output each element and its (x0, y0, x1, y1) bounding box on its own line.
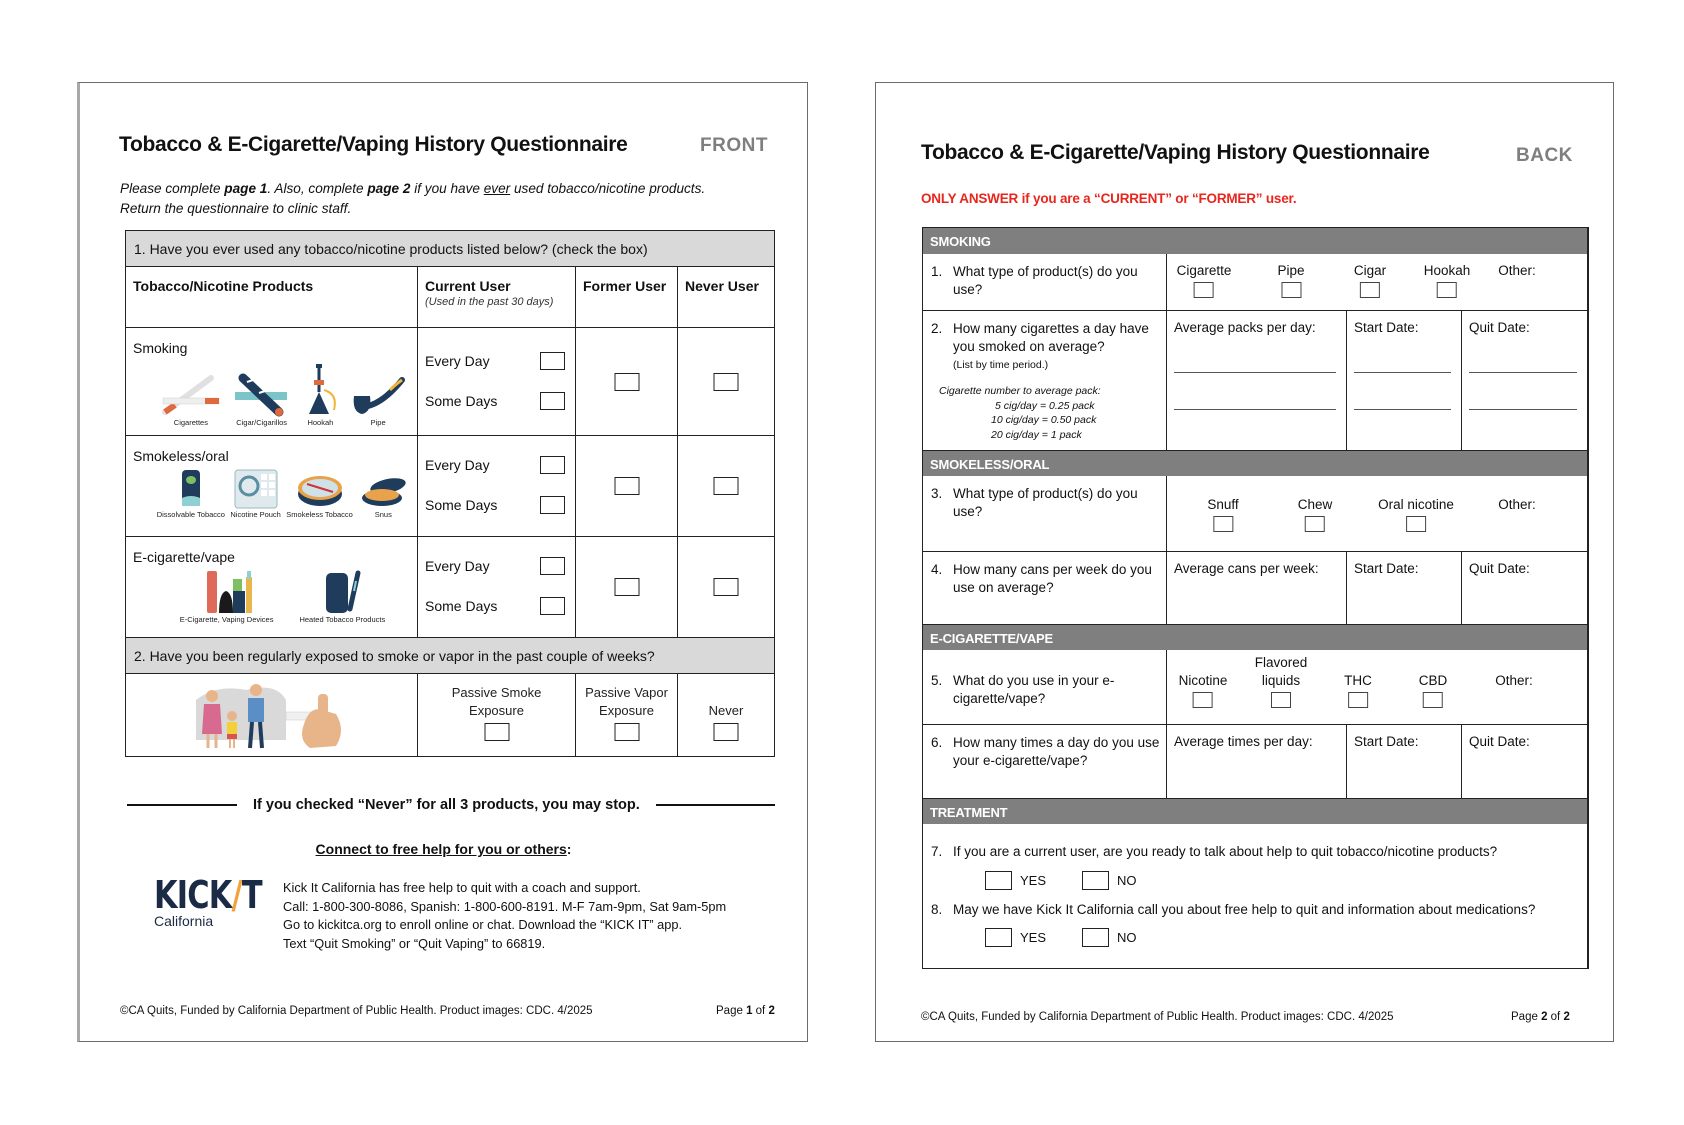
page-back (875, 82, 1614, 1042)
product-category-label: Smoking (133, 340, 188, 356)
section-smoking: SMOKING (923, 228, 1587, 254)
checkbox-flavored-liquids[interactable] (1271, 692, 1291, 708)
option-label: Flavored liquids (1254, 655, 1308, 688)
page-prefix: Page (716, 1005, 747, 1017)
cigar-icon (233, 372, 291, 418)
product-image-cigarettes (159, 372, 223, 427)
input-start-date-2[interactable] (1354, 409, 1451, 410)
table-row-exposure (126, 674, 774, 756)
intro-line2: Return the questionnaire to clinic staff. (120, 201, 352, 216)
footer-credit: ©CA Quits, Funded by California Department of Public Health. Product images: CDC. 4/2025 (120, 1005, 593, 1017)
conversion-line: 5 cig/day = 0.25 pack (995, 399, 1095, 412)
question-text: How many cans per week do you use on average? (953, 562, 1152, 595)
product-category-label: E-cigarette/vape (133, 549, 235, 565)
question-text: May we have Kick It California call you about free help to quit and information about medications? (953, 902, 1536, 917)
conversion-title: Cigarette number to average pack: (939, 385, 1101, 397)
image-caption: Dissolvable Tobacco (156, 510, 225, 519)
option-label-some-days: Some Days (425, 497, 498, 513)
checkbox-thc[interactable] (1348, 692, 1368, 708)
stop-text: If you checked “Never” for all 3 products, you may stop. (253, 797, 640, 813)
page-total: 2 (768, 1005, 775, 1017)
intro-text: Please complete (120, 181, 225, 196)
page-total: 2 (1563, 1011, 1570, 1023)
product-image-vaping-devices (180, 569, 274, 624)
page-title: Tobacco & E-Cigarette/Vaping History Questionnaire (119, 133, 628, 156)
question-number: 7. (931, 844, 943, 859)
product-image-hookah (300, 362, 340, 427)
cigarettes-icon (159, 372, 223, 418)
field-label-avg-packs: Average packs per day: (1174, 320, 1316, 335)
table-header-row (126, 267, 774, 328)
image-caption: Nicotine Pouch (230, 510, 281, 519)
conversion-guide (917, 384, 1160, 442)
product-image-pipe (350, 372, 406, 427)
option-label-every-day: Every Day (425, 353, 490, 369)
checkbox-smoking-every-day[interactable] (540, 352, 565, 370)
intro-underline-ever: ever (483, 181, 511, 196)
checkbox-smokeless-some-days[interactable] (540, 496, 565, 514)
checkbox-snuff[interactable] (1213, 516, 1233, 532)
input-quit-date-1[interactable] (1469, 372, 1577, 373)
question-note: (List by time period.) (953, 359, 1049, 371)
page-current: 2 (1541, 1011, 1548, 1023)
checkbox-cbd[interactable] (1423, 692, 1443, 708)
field-label-avg-times: Average times per day: (1174, 734, 1313, 749)
logo-slash: / (231, 873, 242, 917)
table-row-ecigarette (126, 537, 774, 638)
section-smokeless: SMOKELESS/ORAL (923, 450, 1587, 476)
kickit-line: Kick It California has free help to quit with a coach and support. (283, 880, 641, 895)
col-header-current-sub: (Used in the past 30 days) (425, 296, 554, 308)
yes-label: YES (1020, 930, 1047, 945)
question-text: If you are a current user, are you ready to talk about help to quit tobacco/nicotine products? (953, 844, 1498, 859)
checkbox-ecig-some-days[interactable] (540, 597, 565, 615)
question-row-4 (923, 551, 1587, 624)
checkbox-q7-yes[interactable] (985, 871, 1012, 890)
question-text: How many times a day do you use your e-cigarette/vape? (953, 735, 1160, 768)
question-number: 1. (931, 264, 943, 279)
col-header-current: Current User (425, 278, 511, 294)
field-label-start-date: Start Date: (1354, 561, 1419, 576)
input-quit-date-2[interactable] (1469, 409, 1577, 410)
image-caption: Heated Tobacco Products (299, 615, 386, 624)
checkbox-smokeless-every-day[interactable] (540, 456, 565, 474)
col-header-never: Never User (685, 278, 759, 294)
checkbox-smoking-some-days[interactable] (540, 392, 565, 410)
product-image-heated-tobacco (299, 569, 385, 624)
image-caption: Cigarettes (173, 418, 208, 427)
checkbox-ecig-every-day[interactable] (540, 557, 565, 575)
product-image-nicotine-pouch (230, 468, 280, 519)
option-label: Cigar (1353, 263, 1387, 278)
product-image-smokeless (286, 468, 353, 519)
section-treatment: TREATMENT (923, 798, 1587, 824)
pipe-icon (350, 372, 406, 418)
field-label-avg-cans: Average cans per week: (1174, 561, 1319, 576)
intro-text: used tobacco/nicotine products. (510, 181, 706, 196)
field-label-start-date: Start Date: (1354, 734, 1419, 749)
input-avg-packs-1[interactable] (1174, 372, 1336, 373)
checkbox-q8-no[interactable] (1082, 928, 1109, 947)
divider (127, 804, 237, 806)
option-other-label: Other: (1498, 263, 1536, 278)
connect-heading (80, 841, 807, 857)
conversion-line: 20 cig/day = 1 pack (991, 428, 1082, 441)
question-row-6 (923, 724, 1587, 798)
heated-tobacco-icon (318, 569, 366, 615)
question-2-header: 2. Have you been regularly exposed to smoke or vapor in the past couple of weeks? (126, 638, 774, 674)
exposure-label: Passive Vapor (585, 685, 668, 700)
question-number: 6. (931, 735, 943, 750)
question-text: What do you use in your e-cigarette/vape? (953, 673, 1115, 706)
page-title: Tobacco & E-Cigarette/Vaping History Questionnaire (921, 141, 1430, 164)
exposure-label: Exposure (599, 703, 654, 718)
question-number: 4. (931, 562, 943, 577)
logo-subtitle: California (154, 913, 214, 929)
checkbox-chew[interactable] (1305, 516, 1325, 532)
field-label-start-date: Start Date: (1354, 320, 1419, 335)
yes-label: YES (1020, 873, 1047, 888)
field-label-quit-date: Quit Date: (1469, 734, 1530, 749)
usage-detail-table (922, 227, 1589, 969)
checkbox-smoking-former[interactable] (614, 373, 639, 391)
question-text: What type of product(s) do you use? (953, 264, 1138, 297)
image-caption: Snus (374, 510, 392, 519)
instructions (120, 179, 705, 219)
logo-word: KICK (154, 873, 232, 917)
page-of: of (1547, 1011, 1564, 1023)
no-label: NO (1117, 873, 1137, 888)
option-label: Snuff (1207, 497, 1239, 512)
logo-word: T (241, 873, 262, 917)
question-number: 3. (931, 486, 943, 501)
exposure-label: Exposure (469, 703, 524, 718)
question-row-5 (923, 650, 1587, 724)
option-label: Nicotine (1178, 673, 1228, 688)
option-label-every-day: Every Day (425, 457, 490, 473)
image-caption: Cigar/Cigarillos (236, 418, 288, 427)
product-image-dissolvable (157, 468, 225, 519)
checkbox-q8-yes[interactable] (985, 928, 1012, 947)
checkbox-q7-no[interactable] (1082, 871, 1109, 890)
col-header-products: Tobacco/Nicotine Products (133, 278, 314, 294)
question-text: How many cigarettes a day have you smoked on average? (953, 321, 1149, 354)
checkbox-hookah[interactable] (1437, 282, 1457, 298)
table-row-smoking (126, 328, 774, 436)
field-label-quit-date: Quit Date: (1469, 561, 1530, 576)
side-tag-front: FRONT (700, 135, 768, 156)
page-number (1511, 1011, 1570, 1023)
question-row-1 (923, 254, 1587, 310)
image-caption: Smokeless Tobacco (286, 510, 353, 519)
intro-bold-page1: page 1 (224, 181, 268, 196)
checkbox-oral-nicotine[interactable] (1406, 516, 1426, 532)
divider (656, 804, 775, 806)
product-image-snus (358, 468, 408, 519)
checkbox-passive-smoke[interactable] (484, 723, 509, 741)
col-header-former: Former User (583, 278, 667, 294)
exposure-label: Never (708, 703, 744, 718)
page-prefix: Page (1511, 1011, 1542, 1023)
checkbox-smokeless-former[interactable] (614, 477, 639, 495)
footer-credit: ©CA Quits, Funded by California Department of Public Health. Product images: CDC. 4/2025 (921, 1011, 1394, 1023)
option-label: THC (1344, 673, 1372, 688)
page-current: 1 (746, 1005, 753, 1017)
exposure-label: Passive Smoke (451, 685, 542, 700)
connect-label: Connect to free help for you or others (315, 841, 567, 857)
question-number: 8. (931, 902, 943, 917)
question-1-header: 1. Have you ever used any tobacco/nicotine products listed below? (check the box) (126, 231, 774, 267)
intro-bold-page2: page 2 (367, 181, 411, 196)
checkbox-pipe[interactable] (1281, 282, 1301, 298)
image-caption: Hookah (307, 418, 334, 427)
input-avg-packs-2[interactable] (1174, 409, 1336, 410)
option-label: Oral nicotine (1378, 497, 1454, 512)
option-label: Cigarette (1176, 263, 1232, 278)
smokeless-tobacco-icon (295, 468, 345, 510)
section-ecigarette: E-CIGARETTE/VAPE (923, 624, 1587, 650)
page-of: of (752, 1005, 769, 1017)
question-row-2 (923, 310, 1587, 450)
question-number: 5. (931, 673, 943, 688)
secondhand-smoke-illustration (186, 680, 356, 752)
connect-colon: : (566, 841, 572, 857)
checkbox-cigarette[interactable] (1194, 282, 1214, 298)
no-label: NO (1117, 930, 1137, 945)
intro-text: if you have (410, 181, 484, 196)
checkbox-smoking-never[interactable] (714, 373, 739, 391)
image-caption: E-Cigarette, Vaping Devices (179, 615, 274, 624)
product-use-table (125, 230, 775, 757)
option-other-label: Other: (1498, 497, 1536, 512)
checkbox-exposure-never[interactable] (714, 723, 739, 741)
treatment-questions (923, 824, 1587, 968)
image-caption: Pipe (370, 418, 386, 427)
checkbox-ecig-never[interactable] (714, 578, 739, 596)
question-row-3 (923, 476, 1587, 551)
option-other-label: Other: (1495, 673, 1533, 688)
checkbox-passive-vapor[interactable] (614, 723, 639, 741)
intro-text: . Also, complete (267, 181, 368, 196)
checkbox-nicotine[interactable] (1193, 692, 1213, 708)
page-number (716, 1005, 775, 1017)
kickit-phone-line: Call: 1-800-300-8086, Spanish: 1-800-600-8191. M-F 7am-9pm, Sat 9am-5pm (283, 898, 727, 914)
nicotine-pouch-icon (233, 468, 279, 510)
option-label: Hookah (1423, 263, 1471, 278)
checkbox-smokeless-never[interactable] (714, 477, 739, 495)
kickit-text-line: Text “Quit Smoking” or “Quit Vaping” to 66819. (283, 935, 546, 951)
stop-instruction (127, 797, 775, 813)
checkbox-ecig-former[interactable] (614, 578, 639, 596)
conversion-line: 10 cig/day = 0.50 pack (991, 414, 1097, 426)
option-label: Chew (1297, 497, 1333, 512)
kickit-web-line: Go to kickitca.org to enroll online or chat. Download the “KICK IT” app. (283, 917, 683, 932)
page-front (77, 82, 808, 1042)
snus-icon (358, 468, 408, 510)
product-category-label: Smokeless/oral (133, 448, 229, 464)
option-label: CBD (1418, 673, 1448, 688)
dissolvable-tobacco-icon (176, 468, 206, 510)
input-start-date-1[interactable] (1354, 372, 1451, 373)
notice-current-former: ONLY ANSWER if you are a “CURRENT” or “FORMER” user. (921, 191, 1297, 206)
field-label-quit-date: Quit Date: (1469, 320, 1530, 335)
vaping-devices-icon (193, 569, 261, 615)
product-image-cigar (233, 372, 291, 427)
kickit-info (283, 879, 726, 953)
option-label-every-day: Every Day (425, 558, 490, 574)
question-number: 2. (931, 321, 943, 336)
kickit-logo (154, 873, 269, 929)
option-label-some-days: Some Days (425, 598, 498, 614)
checkbox-cigar[interactable] (1360, 282, 1380, 298)
option-label: Pipe (1277, 263, 1305, 278)
option-label-some-days: Some Days (425, 393, 498, 409)
hookah-icon (300, 362, 340, 418)
table-row-smokeless (126, 436, 774, 537)
question-text: What type of product(s) do you use? (953, 486, 1138, 519)
side-tag-back: BACK (1516, 145, 1573, 166)
